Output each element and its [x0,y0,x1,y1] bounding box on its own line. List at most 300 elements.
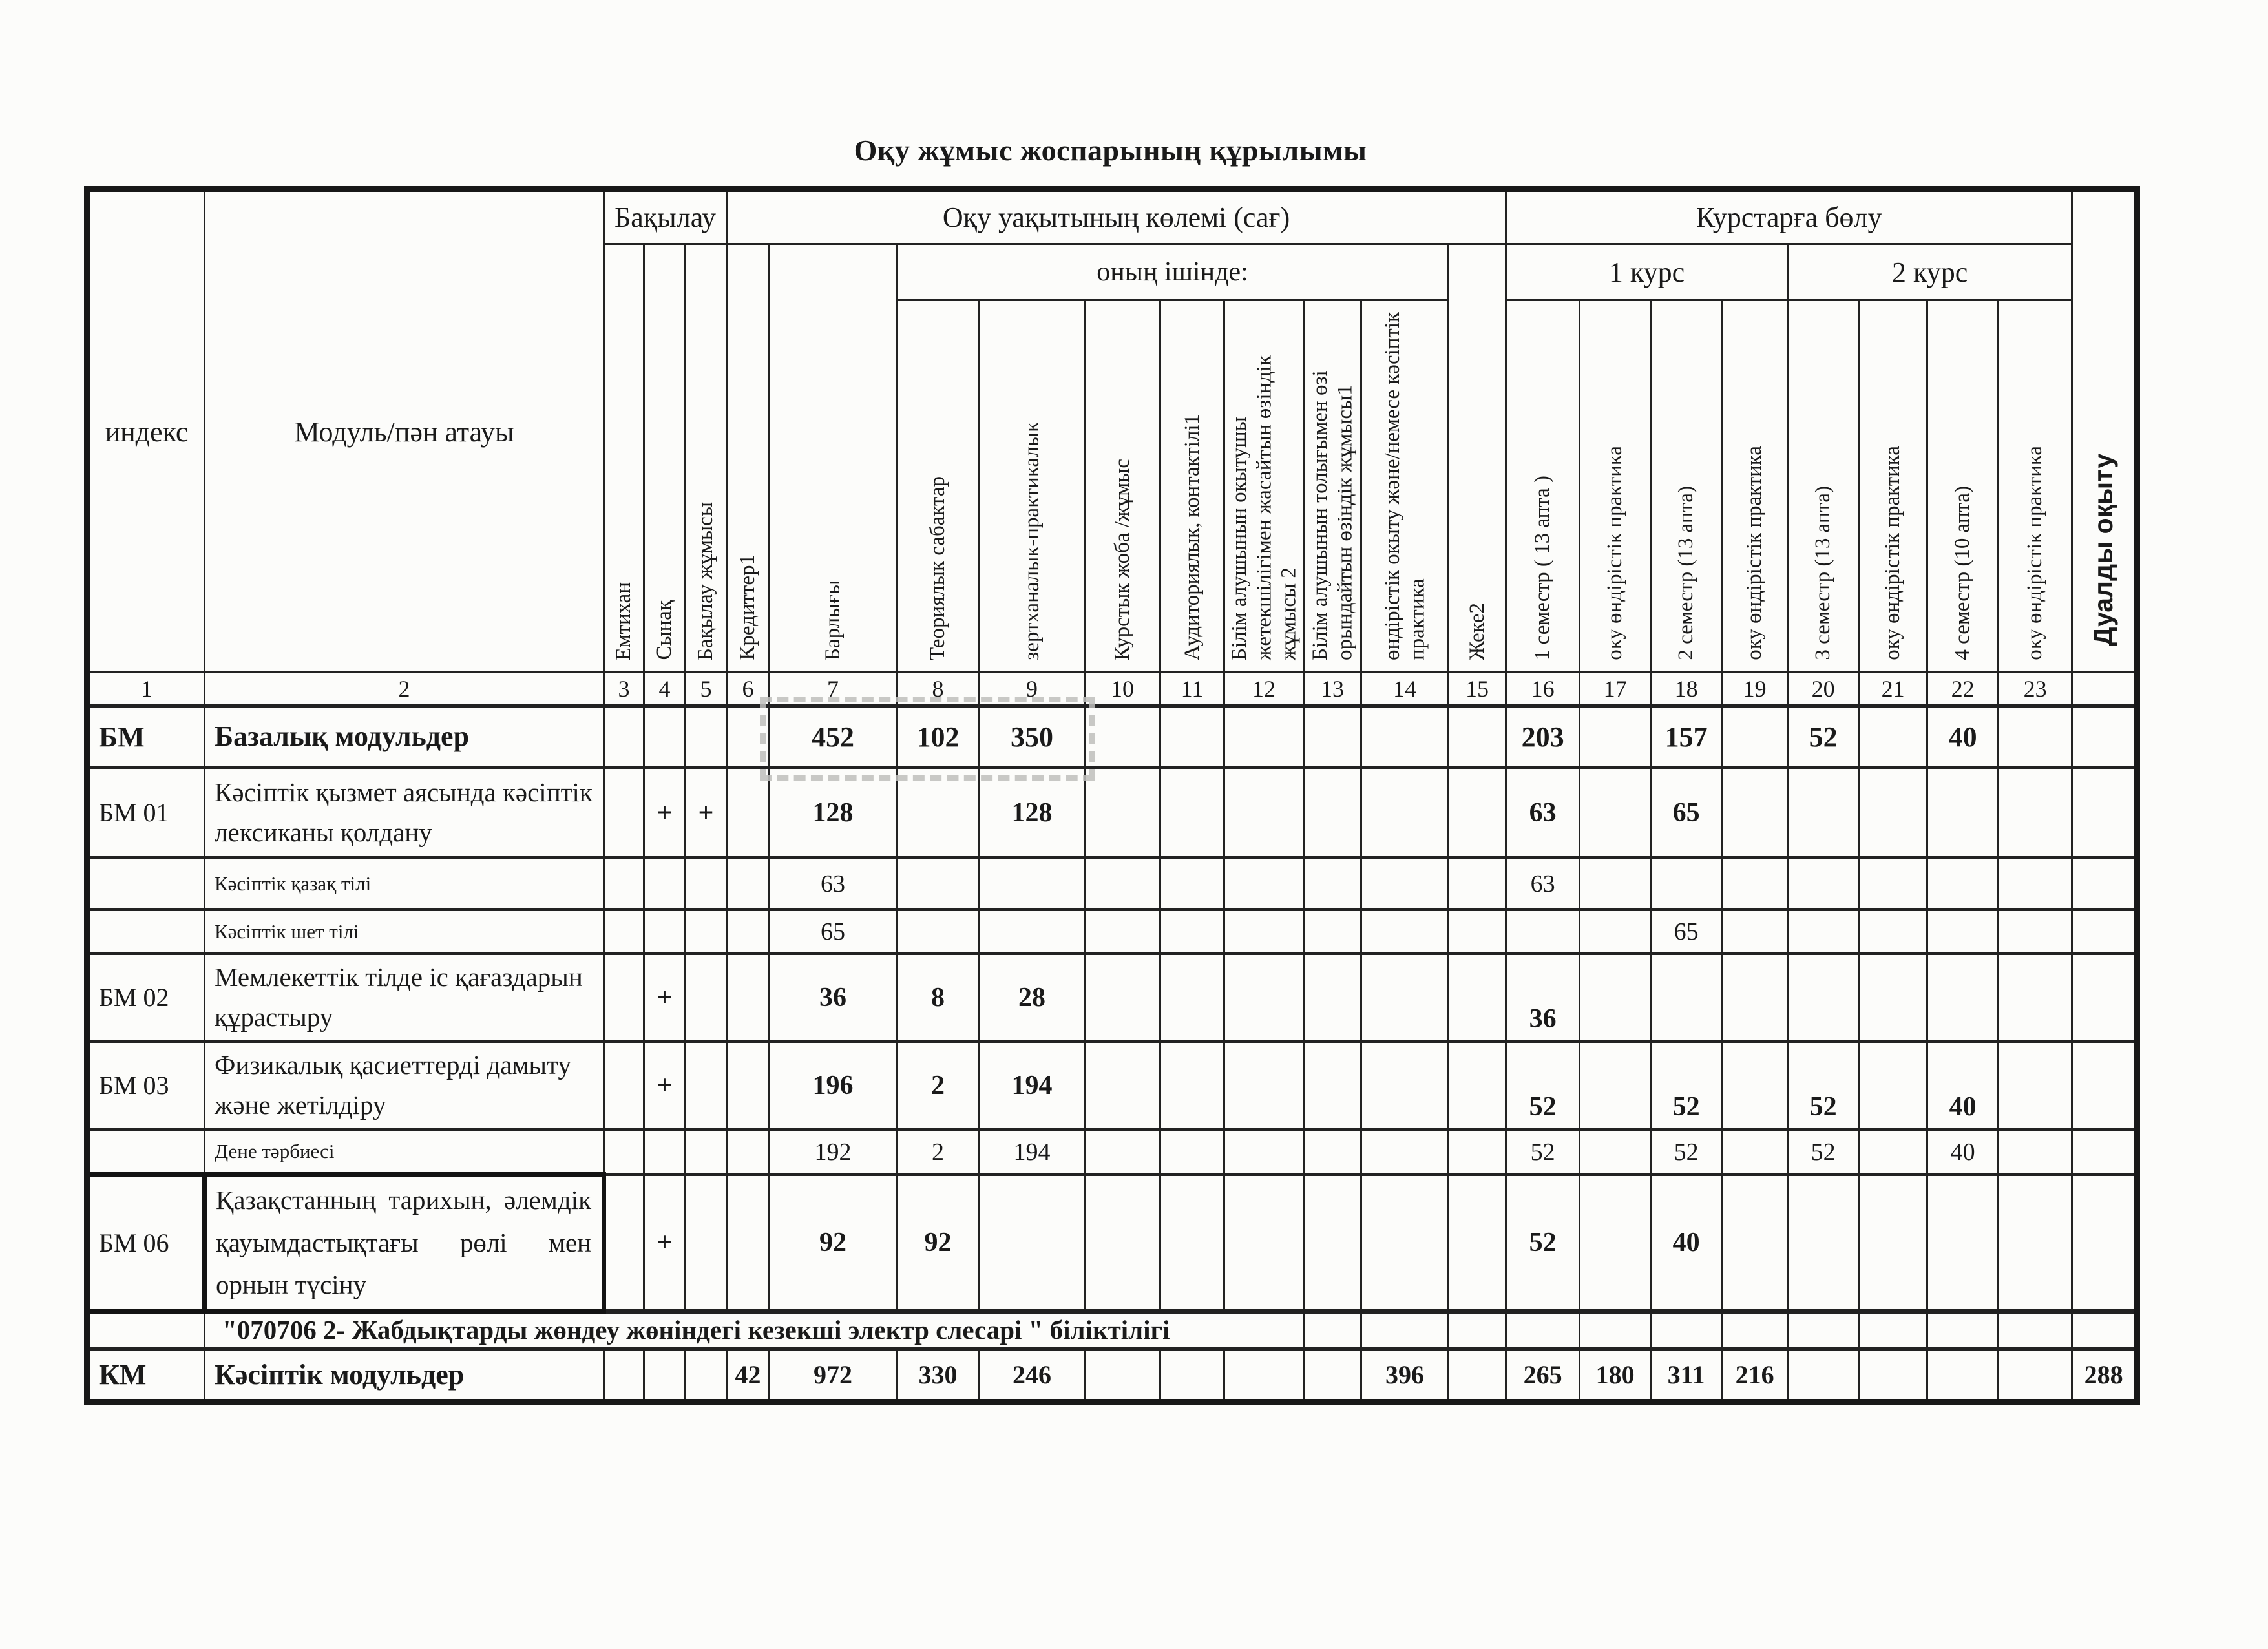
table-row [87,706,2137,768]
table-row [87,910,2137,954]
table-row [87,768,2137,858]
table-cell [1449,858,1506,910]
table-cell [1361,858,1449,910]
col-header-sem1: 1 семестр ( 13 апта ) [1506,300,1580,673]
table-cell: 92 [770,1175,897,1312]
table-cell [1361,1175,1449,1312]
table-cell [727,1129,770,1175]
row-index [87,910,205,954]
col-header-practice2: оку өндірістік практика [1722,300,1788,673]
table-cell: 128 [980,768,1085,858]
row-index: БМ [87,706,205,768]
table-cell [1999,954,2072,1042]
table-cell [1304,858,1361,910]
table-header [87,189,2137,706]
table-cell [1361,1129,1449,1175]
table-cell: 36 [770,954,897,1042]
table-cell: 63 [1506,768,1580,858]
table-cell [1788,858,1859,910]
col-header-individual: Жеке2 [1449,244,1506,673]
table-cell [1160,1042,1224,1129]
table-cell [1449,1175,1506,1312]
table-cell [1722,954,1788,1042]
table-cell [1160,706,1224,768]
table-cell: 128 [770,768,897,858]
table-cell [1085,706,1160,768]
table-cell [1788,1311,1859,1349]
table-cell: 52 [1788,1042,1859,1129]
table-cell [644,706,686,768]
table-cell [1304,768,1361,858]
table-cell [1859,706,1927,768]
table-row [87,1129,2137,1175]
table-cell [604,706,644,768]
table-cell [727,910,770,954]
col-header-test: Сынақ [644,244,686,673]
table-cell [727,768,770,858]
table-cell [644,910,686,954]
col-number: 15 [1449,673,1506,706]
table-cell [1361,768,1449,858]
table-cell [1304,954,1361,1042]
table-cell [1160,858,1224,910]
table-cell [604,1349,644,1402]
table-cell [1722,1042,1788,1129]
col-number: 1 [87,673,205,706]
table-cell [1361,1311,1449,1349]
table-cell [1361,954,1449,1042]
table-cell [1580,1311,1651,1349]
row-index: БМ 02 [87,954,205,1042]
table-cell [1449,910,1506,954]
col-number: 21 [1859,673,1927,706]
row-index [87,858,205,910]
table-cell [2072,706,2137,768]
table-cell: 8 [897,954,980,1042]
table-cell: 52 [1506,1042,1580,1129]
table-cell [686,954,727,1042]
table-row [87,1349,2137,1402]
table-cell [1160,1175,1224,1312]
col-header-controlwork: Бақылау жұмысы [686,244,727,673]
table-cell [1999,1175,2072,1312]
table-cell [686,858,727,910]
table-cell [1449,1042,1506,1129]
table-cell [1999,1129,2072,1175]
table-row [87,1042,2137,1129]
table-cell [1580,910,1651,954]
table-cell [686,910,727,954]
table-cell [1580,706,1651,768]
col-header-course-project: Курстык жоба /жұмыс [1085,300,1160,673]
table-cell [1859,954,1927,1042]
col-header-guided-selfwork: Білім алушынын окытушы жетекшілігімен жасайтын өзіндік жұмысы 2 [1224,300,1304,673]
table-cell [2072,1175,2137,1312]
table-cell [1449,768,1506,858]
col-header-courses: Курстарға бөлу [1506,189,2072,244]
table-cell [727,1175,770,1312]
column-number-row [87,673,2137,706]
table-cell: 194 [980,1129,1085,1175]
table-cell [1859,1175,1927,1312]
table-cell: 52 [1788,1129,1859,1175]
table-cell [1580,1129,1651,1175]
table-cell [1788,1349,1859,1402]
table-cell [644,858,686,910]
table-cell: 265 [1506,1349,1580,1402]
col-header-practice1: оку өндірістік практика [1580,300,1651,673]
table-cell [604,1175,644,1312]
table-cell [644,1129,686,1175]
row-index: БМ 03 [87,1042,205,1129]
table-cell [604,954,644,1042]
col-number: 11 [1160,673,1224,706]
table-cell: 42 [727,1349,770,1402]
table-cell [1999,910,2072,954]
table-cell [1085,858,1160,910]
table-cell: 92 [897,1175,980,1312]
page-title: Оқу жұмыс жоспарының құрылымы [854,134,1367,167]
table-cell [1580,1175,1651,1312]
table-cell: + [644,954,686,1042]
table-cell: 972 [770,1349,897,1402]
table-cell [1927,1175,1999,1312]
table-cell [1160,768,1224,858]
table-cell [1304,706,1361,768]
table-cell [1085,1042,1160,1129]
table-cell: 311 [1651,1349,1722,1402]
col-number: 17 [1580,673,1651,706]
col-header-sem2: 2 семестр (13 апта) [1651,300,1722,673]
table-cell [1651,954,1722,1042]
col-header-module: Модуль/пән атауы [205,189,604,673]
table-cell: 52 [1506,1129,1580,1175]
table-cell [1859,910,1927,954]
table-cell: 157 [1651,706,1722,768]
table-cell [1449,1349,1506,1402]
table-cell: + [644,1175,686,1312]
col-number [2072,673,2137,706]
table-cell [1722,1175,1788,1312]
table-cell [1224,858,1304,910]
table-cell: + [686,768,727,858]
table-cell: 28 [980,954,1085,1042]
row-name: Кәсіптік шет тілі [205,910,604,954]
table-cell [1927,1311,1999,1349]
table-cell [604,1042,644,1129]
table-cell: 330 [897,1349,980,1402]
table-cell [1722,910,1788,954]
col-number: 8 [897,673,980,706]
table-cell: 52 [1788,706,1859,768]
curriculum-table [84,186,2140,1405]
table-cell [1859,1349,1927,1402]
table-cell [1580,768,1651,858]
table-cell [604,1129,644,1175]
table-cell: 52 [1506,1175,1580,1312]
table-cell [686,1349,727,1402]
table-cell [1788,954,1859,1042]
table-cell: 102 [897,706,980,768]
table-cell [1160,954,1224,1042]
table-cell [1085,910,1160,954]
row-index [87,1311,205,1349]
col-header-dual: Дуалды оқыту [2072,189,2137,673]
table-cell [1722,768,1788,858]
table-body [87,706,2137,1402]
table-cell [1449,1311,1506,1349]
table-cell [980,1175,1085,1312]
row-name: Физикалық қасиеттерді дамыту және жетілдіру [205,1042,604,1129]
table-cell [1580,954,1651,1042]
table-cell [1999,1349,2072,1402]
table-cell: 63 [1506,858,1580,910]
col-number: 7 [770,673,897,706]
table-cell [1085,1175,1160,1312]
table-cell [2072,1042,2137,1129]
row-name: Кәсіптік қазақ тілі [205,858,604,910]
table-cell [686,1129,727,1175]
col-header-total: Барлығы [770,244,897,673]
table-cell [980,858,1085,910]
table-cell [604,858,644,910]
table-cell [727,858,770,910]
table-cell [1651,858,1722,910]
col-number: 16 [1506,673,1580,706]
table-cell [1224,1175,1304,1312]
table-cell [1361,1042,1449,1129]
table-cell [1304,1042,1361,1129]
col-number: 2 [205,673,604,706]
col-number: 5 [686,673,727,706]
table-cell: 192 [770,1129,897,1175]
col-header-auditory-contact: Аудиториялык, контактілі1 [1160,300,1224,673]
table-cell [1999,858,2072,910]
col-number: 23 [1999,673,2072,706]
row-index: БМ 06 [87,1175,205,1312]
table-cell [1304,1311,1361,1349]
table-cell: 2 [897,1042,980,1129]
table-cell [1304,1175,1361,1312]
table-cell [1788,910,1859,954]
table-cell: 288 [2072,1349,2137,1402]
table-cell: 203 [1506,706,1580,768]
table-cell: 65 [1651,768,1722,858]
table-cell: + [644,768,686,858]
table-cell [1722,858,1788,910]
table-cell: 52 [1651,1129,1722,1175]
table-cell [1085,1129,1160,1175]
table-cell [1449,706,1506,768]
table-cell [897,858,980,910]
table-cell [1224,910,1304,954]
table-row [87,1311,2137,1349]
table-cell [1722,1129,1788,1175]
header-row-top [87,189,2137,244]
col-number: 9 [980,673,1085,706]
table-cell [1859,858,1927,910]
table-cell: 350 [980,706,1085,768]
table-cell: 65 [1651,910,1722,954]
table-cell [1224,1042,1304,1129]
table-cell [727,1042,770,1129]
table-cell [1999,706,2072,768]
table-cell: 40 [1651,1175,1722,1312]
table-cell [2072,858,2137,910]
table-cell [2072,1311,2137,1349]
table-cell [1224,1349,1304,1402]
table-cell: + [644,1042,686,1129]
col-header-course1: 1 курс [1506,244,1788,300]
col-number: 22 [1927,673,1999,706]
table-cell: 63 [770,858,897,910]
col-header-volume: Оқу уақытының көлемі (сағ) [727,189,1506,244]
table-cell: 452 [770,706,897,768]
table-cell [1304,1129,1361,1175]
col-header-practice4: оку өндірістік практика [1999,300,2072,673]
table-cell: 65 [770,910,897,954]
table-cell [1224,706,1304,768]
table-cell [2072,1129,2137,1175]
table-cell: 52 [1651,1042,1722,1129]
col-number: 10 [1085,673,1160,706]
table-row [87,858,2137,910]
table-cell [1085,1349,1160,1402]
table-cell [1859,768,1927,858]
col-header-lab-practical: зертханалык-практикалык [980,300,1085,673]
row-name: Дене тәрбиесі [205,1129,604,1175]
table-cell [1224,768,1304,858]
row-name: Мемлекеттік тілде іс қағаздарын құрастыру [205,954,604,1042]
table-cell [1788,768,1859,858]
col-header-theory: Теориялык сабактар [897,300,980,673]
table-cell: 396 [1361,1349,1449,1402]
table-cell [1722,1311,1788,1349]
table-cell [1859,1129,1927,1175]
table-cell [1788,1175,1859,1312]
table-cell: 194 [980,1042,1085,1129]
table-cell [897,910,980,954]
table-row [87,1175,2137,1312]
row-name: Кәсіптік модульдер [205,1349,604,1402]
table-cell [897,768,980,858]
col-number: 3 [604,673,644,706]
table-cell [604,910,644,954]
col-number: 13 [1304,673,1361,706]
qualification-label: "070706 2- Жабдықтарды жөндеу жөніндегі кезекші электр слесарі " біліктілігі [205,1311,1304,1349]
col-header-practice3: оку өндірістік практика [1859,300,1927,673]
row-index: КМ [87,1349,205,1402]
col-number: 18 [1651,673,1722,706]
table-cell [2072,768,2137,858]
table-cell: 246 [980,1349,1085,1402]
table-cell [2072,954,2137,1042]
table-cell [1927,858,1999,910]
col-header-course2: 2 курс [1788,244,2072,300]
col-header-credits: Кредиттер1 [727,244,770,673]
table-cell [1224,954,1304,1042]
table-cell [1999,1311,2072,1349]
table-cell [1160,1349,1224,1402]
table-cell [1085,954,1160,1042]
table-cell [686,1175,727,1312]
col-number: 20 [1788,673,1859,706]
table-cell [2072,910,2137,954]
table-cell [1361,706,1449,768]
row-name: Кәсіптік қызмет аясында кәсіптік лексиканы қолдану [205,768,604,858]
table-cell [1580,858,1651,910]
table-cell [1506,1311,1580,1349]
col-header-including: оның ішінде: [897,244,1449,300]
table-cell [1927,1349,1999,1402]
table-cell [727,706,770,768]
table-cell: 40 [1927,1129,1999,1175]
table-cell [604,768,644,858]
table-cell [1160,1129,1224,1175]
row-index: БМ 01 [87,768,205,858]
table-cell [727,954,770,1042]
table-cell [1927,768,1999,858]
col-header-control: Бақылау [604,189,727,244]
col-number: 4 [644,673,686,706]
table-cell [1651,1311,1722,1349]
table-cell [1722,706,1788,768]
col-number: 14 [1361,673,1449,706]
table-cell: 40 [1927,706,1999,768]
col-header-sem3: 3 семестр (13 апта) [1788,300,1859,673]
col-header-exam: Емтихан [604,244,644,673]
table-cell [1506,910,1580,954]
table-cell [1224,1129,1304,1175]
table-cell [1999,768,2072,858]
col-number: 19 [1722,673,1788,706]
table-cell [1927,954,1999,1042]
col-header-industrial-practice: өндірістік окыту және/немесе кәсіптік практика [1361,300,1449,673]
col-number: 6 [727,673,770,706]
table-cell [1160,910,1224,954]
col-number: 12 [1224,673,1304,706]
row-name: Базалық модульдер [205,706,604,768]
table-cell [980,910,1085,954]
table-cell [1304,910,1361,954]
table-cell [1927,910,1999,954]
table-cell [686,1042,727,1129]
table-cell [1085,768,1160,858]
table-cell [1859,1311,1927,1349]
col-header-independent-selfwork: Білім алушынын толығымен өзі орындайтын өзіндік жұмысы1 [1304,300,1361,673]
table-cell [1449,1129,1506,1175]
table-cell [1859,1042,1927,1129]
table-cell [686,706,727,768]
table-cell: 40 [1927,1042,1999,1129]
row-name: Қазақстанның тарихын, әлемдік қауымдастықтағы рөлі мен орнын түсіну [205,1175,604,1312]
col-header-sem4: 4 семестр (10 апта) [1927,300,1999,673]
table-cell [1304,1349,1361,1402]
table-cell [1580,1042,1651,1129]
table-cell: 196 [770,1042,897,1129]
table-row [87,954,2137,1042]
col-header-index: индекс [87,189,205,673]
table-cell: 36 [1506,954,1580,1042]
table-cell [644,1349,686,1402]
table-cell: 180 [1580,1349,1651,1402]
table-cell [1999,1042,2072,1129]
table-cell [1361,910,1449,954]
table-cell [1449,954,1506,1042]
table-cell: 2 [897,1129,980,1175]
row-index [87,1129,205,1175]
table-cell: 216 [1722,1349,1788,1402]
